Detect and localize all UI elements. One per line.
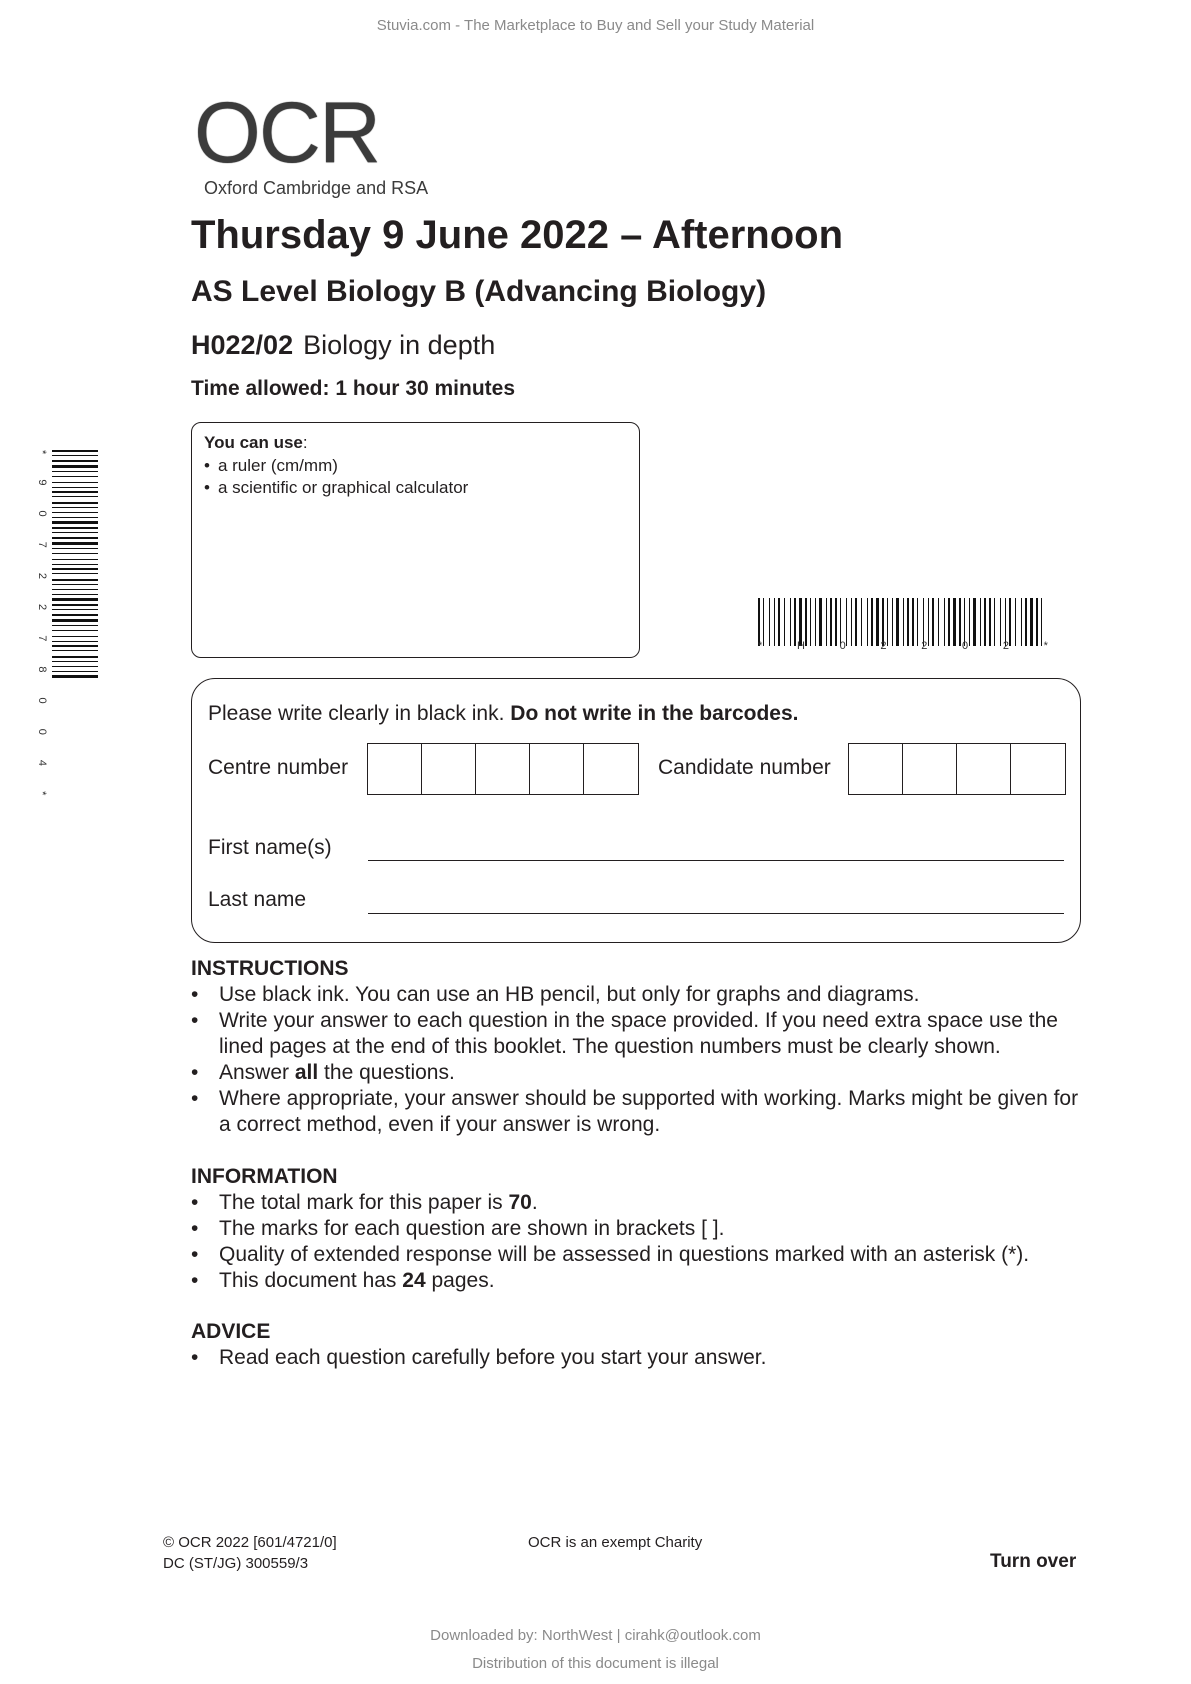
charity-note: OCR is an exempt Charity: [528, 1534, 703, 1551]
candidate-prompt: Please write clearly in black ink. Do not write in the barcodes.: [208, 702, 799, 725]
paper-name: Biology in depth: [303, 330, 496, 360]
copyright-line: © OCR 2022 [601/4721/0]: [163, 1534, 337, 1551]
list-item: • Write your answer to each question in the space provided. If you need extra space use the lined pages at the end of this booklet. The question numbers must be clearly shown.: [191, 1008, 1091, 1060]
instructions-list: [191, 982, 1091, 1138]
paper-code-line: [191, 330, 495, 361]
turn-over-label: Turn over: [990, 1551, 1077, 1572]
list-item: • a scientific or graphical calculator: [204, 477, 627, 499]
digit-box[interactable]: [530, 744, 584, 794]
logo-wordmark: OCR: [194, 85, 380, 181]
digit-box[interactable]: [1011, 744, 1065, 794]
list-item: • The marks for each question are shown in brackets [ ].: [191, 1216, 1091, 1242]
time-allowed: Time allowed: 1 hour 30 minutes: [191, 377, 516, 400]
last-name-input-line[interactable]: [368, 913, 1064, 914]
first-name-input-line[interactable]: [368, 860, 1064, 861]
paper-code: H022/02: [191, 330, 294, 360]
advice-heading: ADVICE: [191, 1320, 271, 1343]
you-can-use-box: [191, 422, 640, 658]
centre-number-label: Centre number: [208, 756, 349, 779]
instructions-heading: INSTRUCTIONS: [191, 957, 349, 980]
ocr-logo: [194, 85, 429, 199]
watermark-downloaded: Downloaded by: NorthWest | cirahk@outlook.com: [430, 1627, 761, 1644]
vertical-barcode-digits: * 9 0 7 2 2 7 8 0 0 4 *: [36, 450, 48, 807]
information-heading: INFORMATION: [191, 1165, 338, 1188]
digit-box[interactable]: [368, 744, 422, 794]
you-can-use-heading: You can use:: [204, 433, 308, 452]
information-list: [191, 1190, 1091, 1294]
digit-box[interactable]: [422, 744, 476, 794]
logo-tagline: Oxford Cambridge and RSA: [204, 178, 429, 198]
list-item: • Use black ink. You can use an HB pencil, but only for graphs and diagrams.: [191, 982, 1091, 1008]
list-item: • a ruler (cm/mm): [204, 455, 627, 477]
qualification-title: AS Level Biology B (Advancing Biology): [191, 275, 767, 308]
centre-number-field[interactable]: [367, 743, 639, 795]
first-name-label: First name(s): [208, 836, 332, 859]
dc-reference: DC (ST/JG) 300559/3: [163, 1555, 309, 1572]
list-item: • Where appropriate, your answer should be supported with working. Marks might be given for a correct method, even if your answer is wrong.: [191, 1086, 1091, 1138]
candidate-number-label: Candidate number: [658, 756, 831, 779]
you-can-use-list: [204, 455, 627, 499]
list-item: • This document has 24 pages.: [191, 1268, 1091, 1294]
list-item: • Answer all the questions.: [191, 1060, 1091, 1086]
horizontal-barcode-digits: * H 0 2 2 0 2 *: [758, 640, 1048, 652]
exam-date: Thursday 9 June 2022 – Afternoon: [191, 213, 844, 257]
candidate-number-field[interactable]: [848, 743, 1066, 795]
list-item: • Quality of extended response will be assessed in questions marked with an asterisk (*).: [191, 1242, 1091, 1268]
digit-box[interactable]: [957, 744, 1011, 794]
digit-box[interactable]: [903, 744, 957, 794]
last-name-label: Last name: [208, 888, 307, 911]
digit-box[interactable]: [584, 744, 638, 794]
digit-box[interactable]: [476, 744, 530, 794]
watermark-distribution: Distribution of this document is illegal: [472, 1655, 719, 1672]
advice-list: [191, 1345, 1091, 1371]
list-item: • Read each question carefully before you start your answer.: [191, 1345, 1091, 1371]
watermark-top: Stuvia.com - The Marketplace to Buy and Sell your Study Material: [376, 17, 815, 34]
list-item: • The total mark for this paper is 70.: [191, 1190, 1091, 1216]
digit-box[interactable]: [849, 744, 903, 794]
vertical-barcode: [52, 450, 98, 678]
